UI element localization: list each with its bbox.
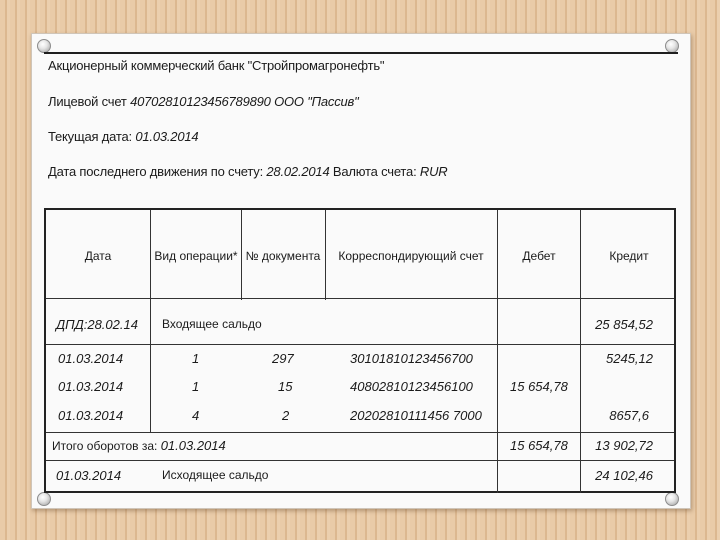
header-credit: Кредит (609, 249, 649, 263)
row-corr-account: 40802810123456100 (350, 379, 473, 394)
totals-debit: 15 654,78 (510, 438, 568, 453)
col-divider (325, 210, 326, 300)
statement-table (44, 208, 676, 493)
row-op-type: 1 (192, 351, 200, 366)
col-divider (497, 210, 498, 493)
row-op-type: 1 (192, 379, 200, 394)
row-divider (46, 298, 674, 299)
header-op-type: Вид операции* (154, 249, 238, 263)
pin-icon (665, 39, 679, 53)
currency-label: Валюта счета: (332, 164, 417, 179)
col-divider (580, 210, 581, 493)
row-date: 01.03.2014 (58, 408, 124, 423)
last-movement-label: Дата последнего движения по счету: (48, 164, 263, 179)
currency-value: RUR (419, 164, 448, 179)
row-credit: 8657,6 (609, 408, 649, 423)
row-debit: 15 654,78 (510, 379, 568, 394)
row-corr-account: 30101810123456700 (350, 351, 473, 366)
pin-icon (37, 39, 51, 53)
row-divider (46, 432, 674, 433)
account-value: 40702810123456789890 ООО "Пассив" (130, 94, 359, 109)
header-doc-no: № документа (245, 249, 321, 263)
bank-name: Акционерный коммерческий банк "Стройпромагронефть" (48, 58, 385, 73)
closing-date: 01.03.2014 (56, 468, 122, 483)
header-debit: Дебет (522, 249, 556, 263)
row-divider (46, 460, 674, 461)
row-divider (46, 344, 674, 345)
totals-line (52, 438, 226, 453)
totals-credit: 13 902,72 (595, 438, 653, 453)
closing-label: Исходящее сальдо (162, 468, 269, 482)
current-date-line (48, 129, 198, 144)
opening-label: Входящее сальдо (162, 317, 262, 331)
header-corr-account: Корреспондирующий счет (338, 249, 484, 263)
account-label: Лицевой счет (48, 94, 127, 109)
row-date: 01.03.2014 (58, 379, 124, 394)
row-corr-account: 20202810111456 7000 (350, 408, 482, 423)
totals-label: Итого оборотов за: (52, 439, 158, 453)
row-doc-no: 15 (278, 379, 293, 394)
account-line (48, 94, 359, 109)
bank-statement (44, 52, 678, 497)
row-doc-no: 2 (282, 408, 290, 423)
last-movement-value: 28.02.2014 (266, 164, 330, 179)
row-date: 01.03.2014 (58, 351, 124, 366)
last-movement-line (48, 164, 447, 179)
row-credit: 5245,12 (606, 351, 653, 366)
row-doc-no: 297 (272, 351, 294, 366)
current-date-value: 01.03.2014 (135, 129, 199, 144)
row-op-type: 4 (192, 408, 200, 423)
opening-date: ДПД:28.02.14 (56, 317, 138, 332)
col-divider (241, 210, 242, 300)
totals-date: 01.03.2014 (160, 438, 226, 453)
current-date-label: Текущая дата: (48, 129, 132, 144)
opening-credit: 25 854,52 (595, 317, 653, 332)
top-rule (44, 52, 678, 54)
col-divider (150, 210, 151, 433)
header-date: Дата (84, 249, 112, 263)
closing-credit: 24 102,46 (595, 468, 653, 483)
